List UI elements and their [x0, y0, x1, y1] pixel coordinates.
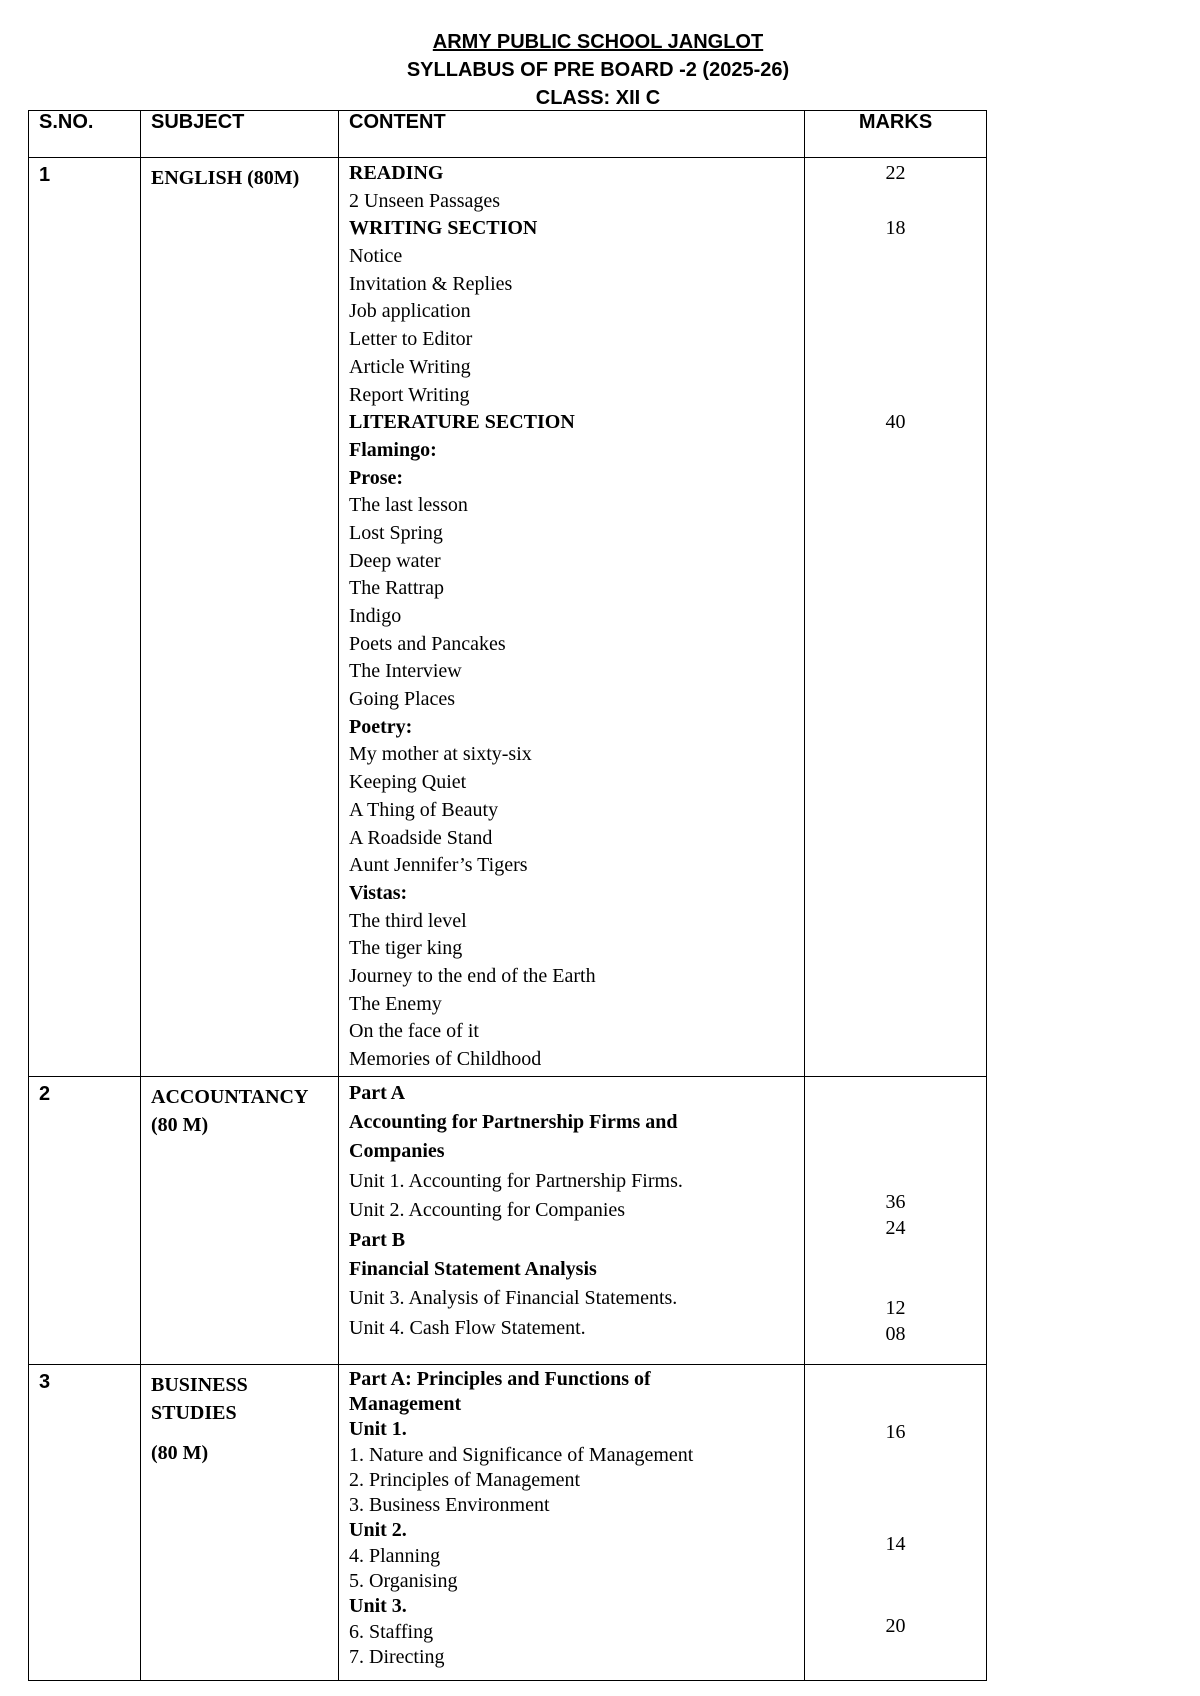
content-item: Unit 3. Analysis of Financial Statements.: [349, 1287, 678, 1310]
subject-line: ACCOUNTANCY: [151, 1085, 309, 1108]
subject-cell: [141, 1364, 339, 1680]
marks-value: [815, 382, 976, 410]
content-item: 1. Nature and Significance of Management: [349, 1443, 694, 1466]
content-cell: [339, 158, 805, 1077]
content-item: Deep water: [349, 549, 441, 572]
subject-spacer: [151, 1427, 328, 1439]
content-item: The Enemy: [349, 992, 442, 1015]
marks-value: 40: [885, 411, 906, 434]
content-heading: Management: [349, 1392, 462, 1415]
content-heading: Companies: [349, 1140, 445, 1163]
marks-stack: [815, 1367, 976, 1667]
content-heading: LITERATURE SECTION: [349, 411, 575, 434]
subject-line: BUSINESS: [151, 1373, 248, 1396]
marks-value: [815, 354, 976, 382]
content-item: 6. Staffing: [349, 1620, 434, 1643]
content-item: Unit 1. Accounting for Partnership Firms.: [349, 1169, 683, 1192]
syllabus-title: SYLLABUS OF PRE BOARD -2 (2025-26): [406, 59, 790, 81]
content-heading: Financial Statement Analysis: [349, 1258, 597, 1281]
content-item: Unit 4. Cash Flow Statement.: [349, 1316, 586, 1339]
content-heading: READING: [349, 162, 444, 184]
content-item: The Interview: [349, 660, 462, 683]
column-header-content: CONTENT: [339, 111, 805, 158]
content-item: Unit 2. Accounting for Companies: [349, 1199, 626, 1222]
content-item: A Thing of Beauty: [349, 798, 499, 821]
content-item: Invitation & Replies: [349, 272, 513, 295]
marks-value: 16: [885, 1420, 906, 1443]
table-header-row: [29, 111, 987, 158]
content-item: Article Writing: [349, 355, 471, 378]
content-item: Going Places: [349, 688, 456, 711]
class-label: CLASS: XII C: [535, 87, 661, 109]
content-item: Poets and Pancakes: [349, 632, 506, 655]
content-heading: Poetry:: [349, 715, 413, 738]
marks-value: 24: [885, 1216, 906, 1239]
content-heading: Part B: [349, 1228, 406, 1251]
content-item: The third level: [349, 909, 467, 932]
content-item: 7. Directing: [349, 1645, 445, 1668]
content-item: The last lesson: [349, 494, 468, 517]
marks-value: 22: [885, 162, 906, 184]
content-heading: Flamingo:: [349, 438, 437, 461]
content-heading: WRITING SECTION: [349, 217, 538, 240]
content-heading: Unit 3.: [349, 1595, 407, 1618]
serial-number: 2: [29, 1076, 141, 1364]
subject-line: ENGLISH (80M): [151, 167, 300, 189]
table-row-accountancy: [29, 1076, 987, 1364]
content-heading: Prose:: [349, 466, 404, 489]
column-header-marks: MARKS: [805, 111, 987, 158]
content-item: Memories of Childhood: [349, 1048, 542, 1070]
content-item: On the face of it: [349, 1020, 479, 1043]
content-cell: [339, 1076, 805, 1364]
content-cell: [339, 1364, 805, 1680]
marks-cell: [805, 1364, 987, 1680]
content-heading: Part A: Principles and Functions of: [349, 1367, 651, 1390]
marks-cell: [805, 158, 987, 1077]
serial-number: 1: [29, 158, 141, 1077]
marks-value: 36: [885, 1190, 906, 1213]
subject-line: (80 M): [151, 1441, 209, 1464]
serial-number: 3: [29, 1364, 141, 1680]
content-heading: Vistas:: [349, 881, 408, 904]
subject-cell: [141, 1076, 339, 1364]
content-item: Keeping Quiet: [349, 771, 467, 794]
marks-value: 20: [885, 1614, 906, 1637]
content-item: Aunt Jennifer’s Tigers: [349, 854, 528, 877]
marks-value: [815, 271, 976, 299]
marks-value: 08: [885, 1322, 906, 1345]
column-header-sno: S.NO.: [29, 111, 141, 158]
syllabus-table: [28, 110, 987, 1681]
subject-cell: [141, 158, 339, 1077]
content-item: Journey to the end of the Earth: [349, 964, 596, 987]
content-item: A Roadside Stand: [349, 826, 493, 849]
marks-value: [815, 188, 976, 216]
content-item: 4. Planning: [349, 1544, 441, 1567]
content-heading: Unit 1.: [349, 1418, 407, 1441]
content-item: Indigo: [349, 605, 402, 627]
content-item: Report Writing: [349, 383, 470, 406]
table-row-business-studies: [29, 1364, 987, 1680]
table-row-english: [29, 158, 987, 1077]
content-heading: Part A: [349, 1081, 406, 1104]
content-item: 5. Organising: [349, 1570, 458, 1593]
content-item: The tiger king: [349, 937, 463, 960]
content-item: 3. Business Environment: [349, 1494, 550, 1517]
content-item: Job application: [349, 300, 471, 323]
marks-value: [815, 326, 976, 354]
content-item: 2. Principles of Management: [349, 1468, 581, 1491]
school-name: ARMY PUBLIC SCHOOL JANGLOT: [432, 31, 764, 53]
marks-value: [815, 243, 976, 271]
marks-value: [815, 298, 976, 326]
marks-value: 18: [885, 217, 906, 240]
content-item: Letter to Editor: [349, 328, 473, 351]
content-item: The Rattrap: [349, 577, 444, 600]
content-item: 2 Unseen Passages: [349, 189, 501, 212]
content-heading: Accounting for Partnership Firms and: [349, 1111, 678, 1134]
marks-value: 14: [885, 1532, 906, 1555]
marks-value: 12: [885, 1296, 906, 1319]
content-heading: Unit 2.: [349, 1519, 407, 1542]
subject-line: (80 M): [151, 1113, 209, 1136]
subject-line: STUDIES: [151, 1401, 237, 1424]
content-item: Lost Spring: [349, 521, 443, 544]
content-item: Notice: [349, 245, 403, 268]
column-header-subject: SUBJECT: [141, 111, 339, 158]
marks-cell: [805, 1076, 987, 1364]
marks-stack: [815, 1079, 976, 1345]
content-item: My mother at sixty-six: [349, 743, 532, 766]
